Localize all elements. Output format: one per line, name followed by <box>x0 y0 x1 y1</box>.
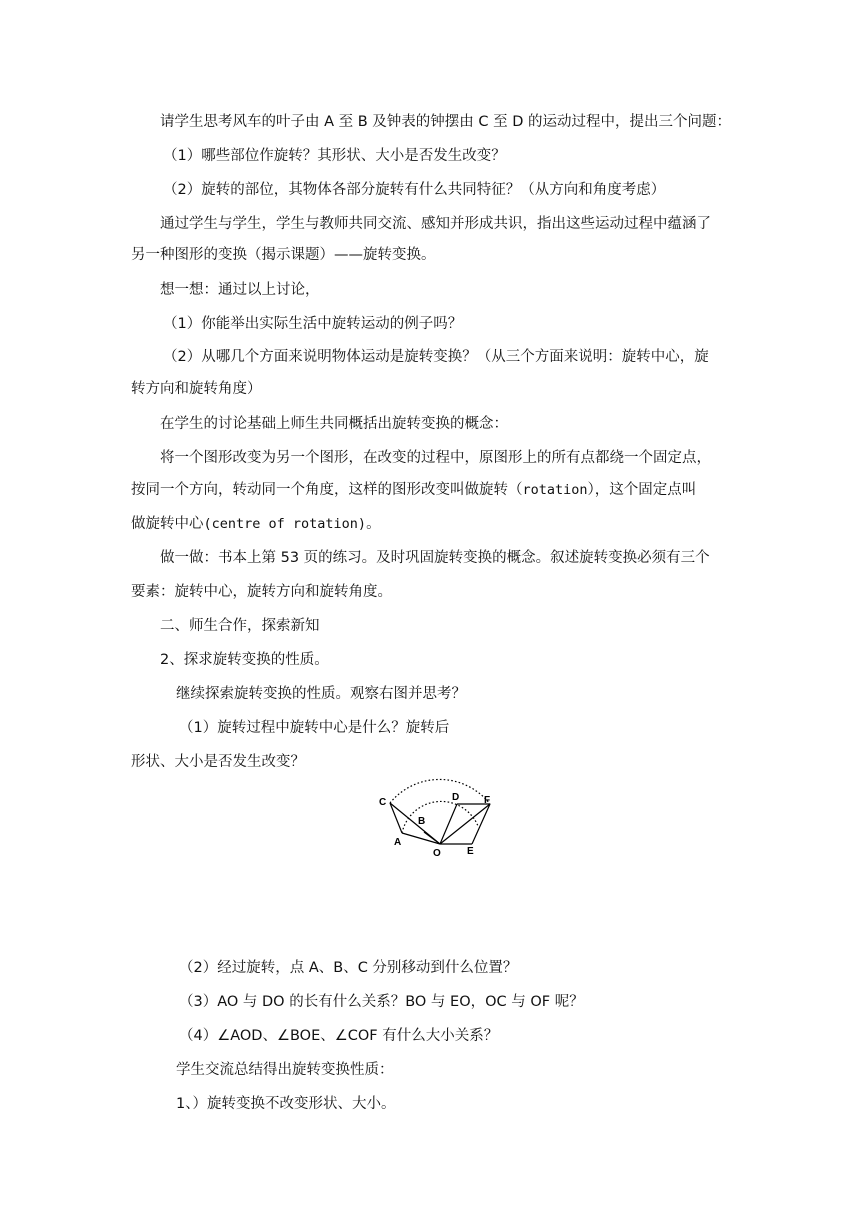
question-item: （2）从哪几个方面来说明物体运动是旋转变换？（从三个方面来说明：旋转中心，旋 <box>163 349 709 365</box>
definition-text: ），这个固定点叫 <box>587 482 697 498</box>
rotation-diagram <box>370 774 510 860</box>
label-e: E <box>467 846 474 857</box>
question-item: （1）旋转过程中旋转中心是什么？旋转后 <box>179 720 450 736</box>
text-line: 形状、大小是否发生改变？ <box>131 754 305 770</box>
label-d: D <box>452 792 460 803</box>
text-line: 想一想：通过以上讨论， <box>160 282 320 298</box>
text-line: 在学生的讨论基础上师生共同概括出旋转变换的概念： <box>160 416 508 432</box>
question-item: （2）旋转的部位，其物体各部分旋转有什么共同特征？（从方向和角度考虑） <box>163 182 666 198</box>
definition-line <box>131 514 381 534</box>
label-b: B <box>418 816 426 827</box>
text-line: 学生交流总结得出旋转变换性质： <box>176 1062 394 1078</box>
arc-c-to-f <box>390 779 490 804</box>
label-f: F <box>484 795 491 806</box>
question-item: （3）AO 与 DO 的长有什么关系？BO 与 EO，OC 与 OF 呢？ <box>179 994 584 1010</box>
text-line: 通过学生与学生，学生与教师共同交流、感知并形成共识，指出这些运动过程中蕴涵了 <box>160 216 711 232</box>
definition-text: 做旋转中心 <box>131 516 204 532</box>
question-item: （2）经过旋转，点 A、B、C 分别移动到什么位置？ <box>179 960 518 976</box>
english-term: (centre of rotation) <box>203 516 367 532</box>
label-o: O <box>433 848 441 859</box>
text-line: 要素：旋转中心，旋转方向和旋转角度。 <box>131 584 392 600</box>
text-line: 继续探索旋转变换的性质。观察右图并思考？ <box>176 686 466 702</box>
subsection-heading: 2、探求旋转变换的性质。 <box>160 652 329 668</box>
label-a: A <box>394 837 402 848</box>
definition-text: 。 <box>366 516 381 532</box>
text-line: 做一做：书本上第 53 页的练习。及时巩固旋转变换的概念。叙述旋转变换必须有三个 <box>160 550 710 566</box>
property-item: 1、）旋转变换不改变形状、大小。 <box>176 1096 396 1112</box>
text-line: 转方向和旋转角度） <box>131 381 262 397</box>
question-item: （4）∠AOD、∠BOE、∠COF 有什么大小关系？ <box>179 1028 499 1044</box>
question-item: （1）你能举出实际生活中旋转运动的例子吗？ <box>163 316 463 332</box>
definition-line: 将一个图形改变为另一个图形，在改变的过程中，原图形上的所有点都绕一个固定点， <box>160 450 711 466</box>
segment-fe <box>472 804 490 844</box>
definition-line <box>131 480 696 500</box>
question-item: （1）哪些部位作旋转？其形状、大小是否发生改变？ <box>163 148 506 164</box>
definition-text: 按同一个方向，转动同一个角度，这样的图形改变叫做旋转（ <box>131 482 523 498</box>
segment-od <box>440 804 457 844</box>
text-line: 请学生思考风车的叶子由 A 至 B 及钟表的钟摆由 C 至 D 的运动过程中，提出三个问题： <box>160 114 732 130</box>
section-heading: 二、师生合作，探索新知 <box>160 618 320 634</box>
arc-a-to-d <box>402 801 478 833</box>
label-c: C <box>379 797 387 808</box>
english-term: rotation <box>522 482 588 498</box>
segment-ao <box>402 833 440 844</box>
text-line: 另一种图形的变换（揭示课题）——旋转变换。 <box>131 247 436 263</box>
